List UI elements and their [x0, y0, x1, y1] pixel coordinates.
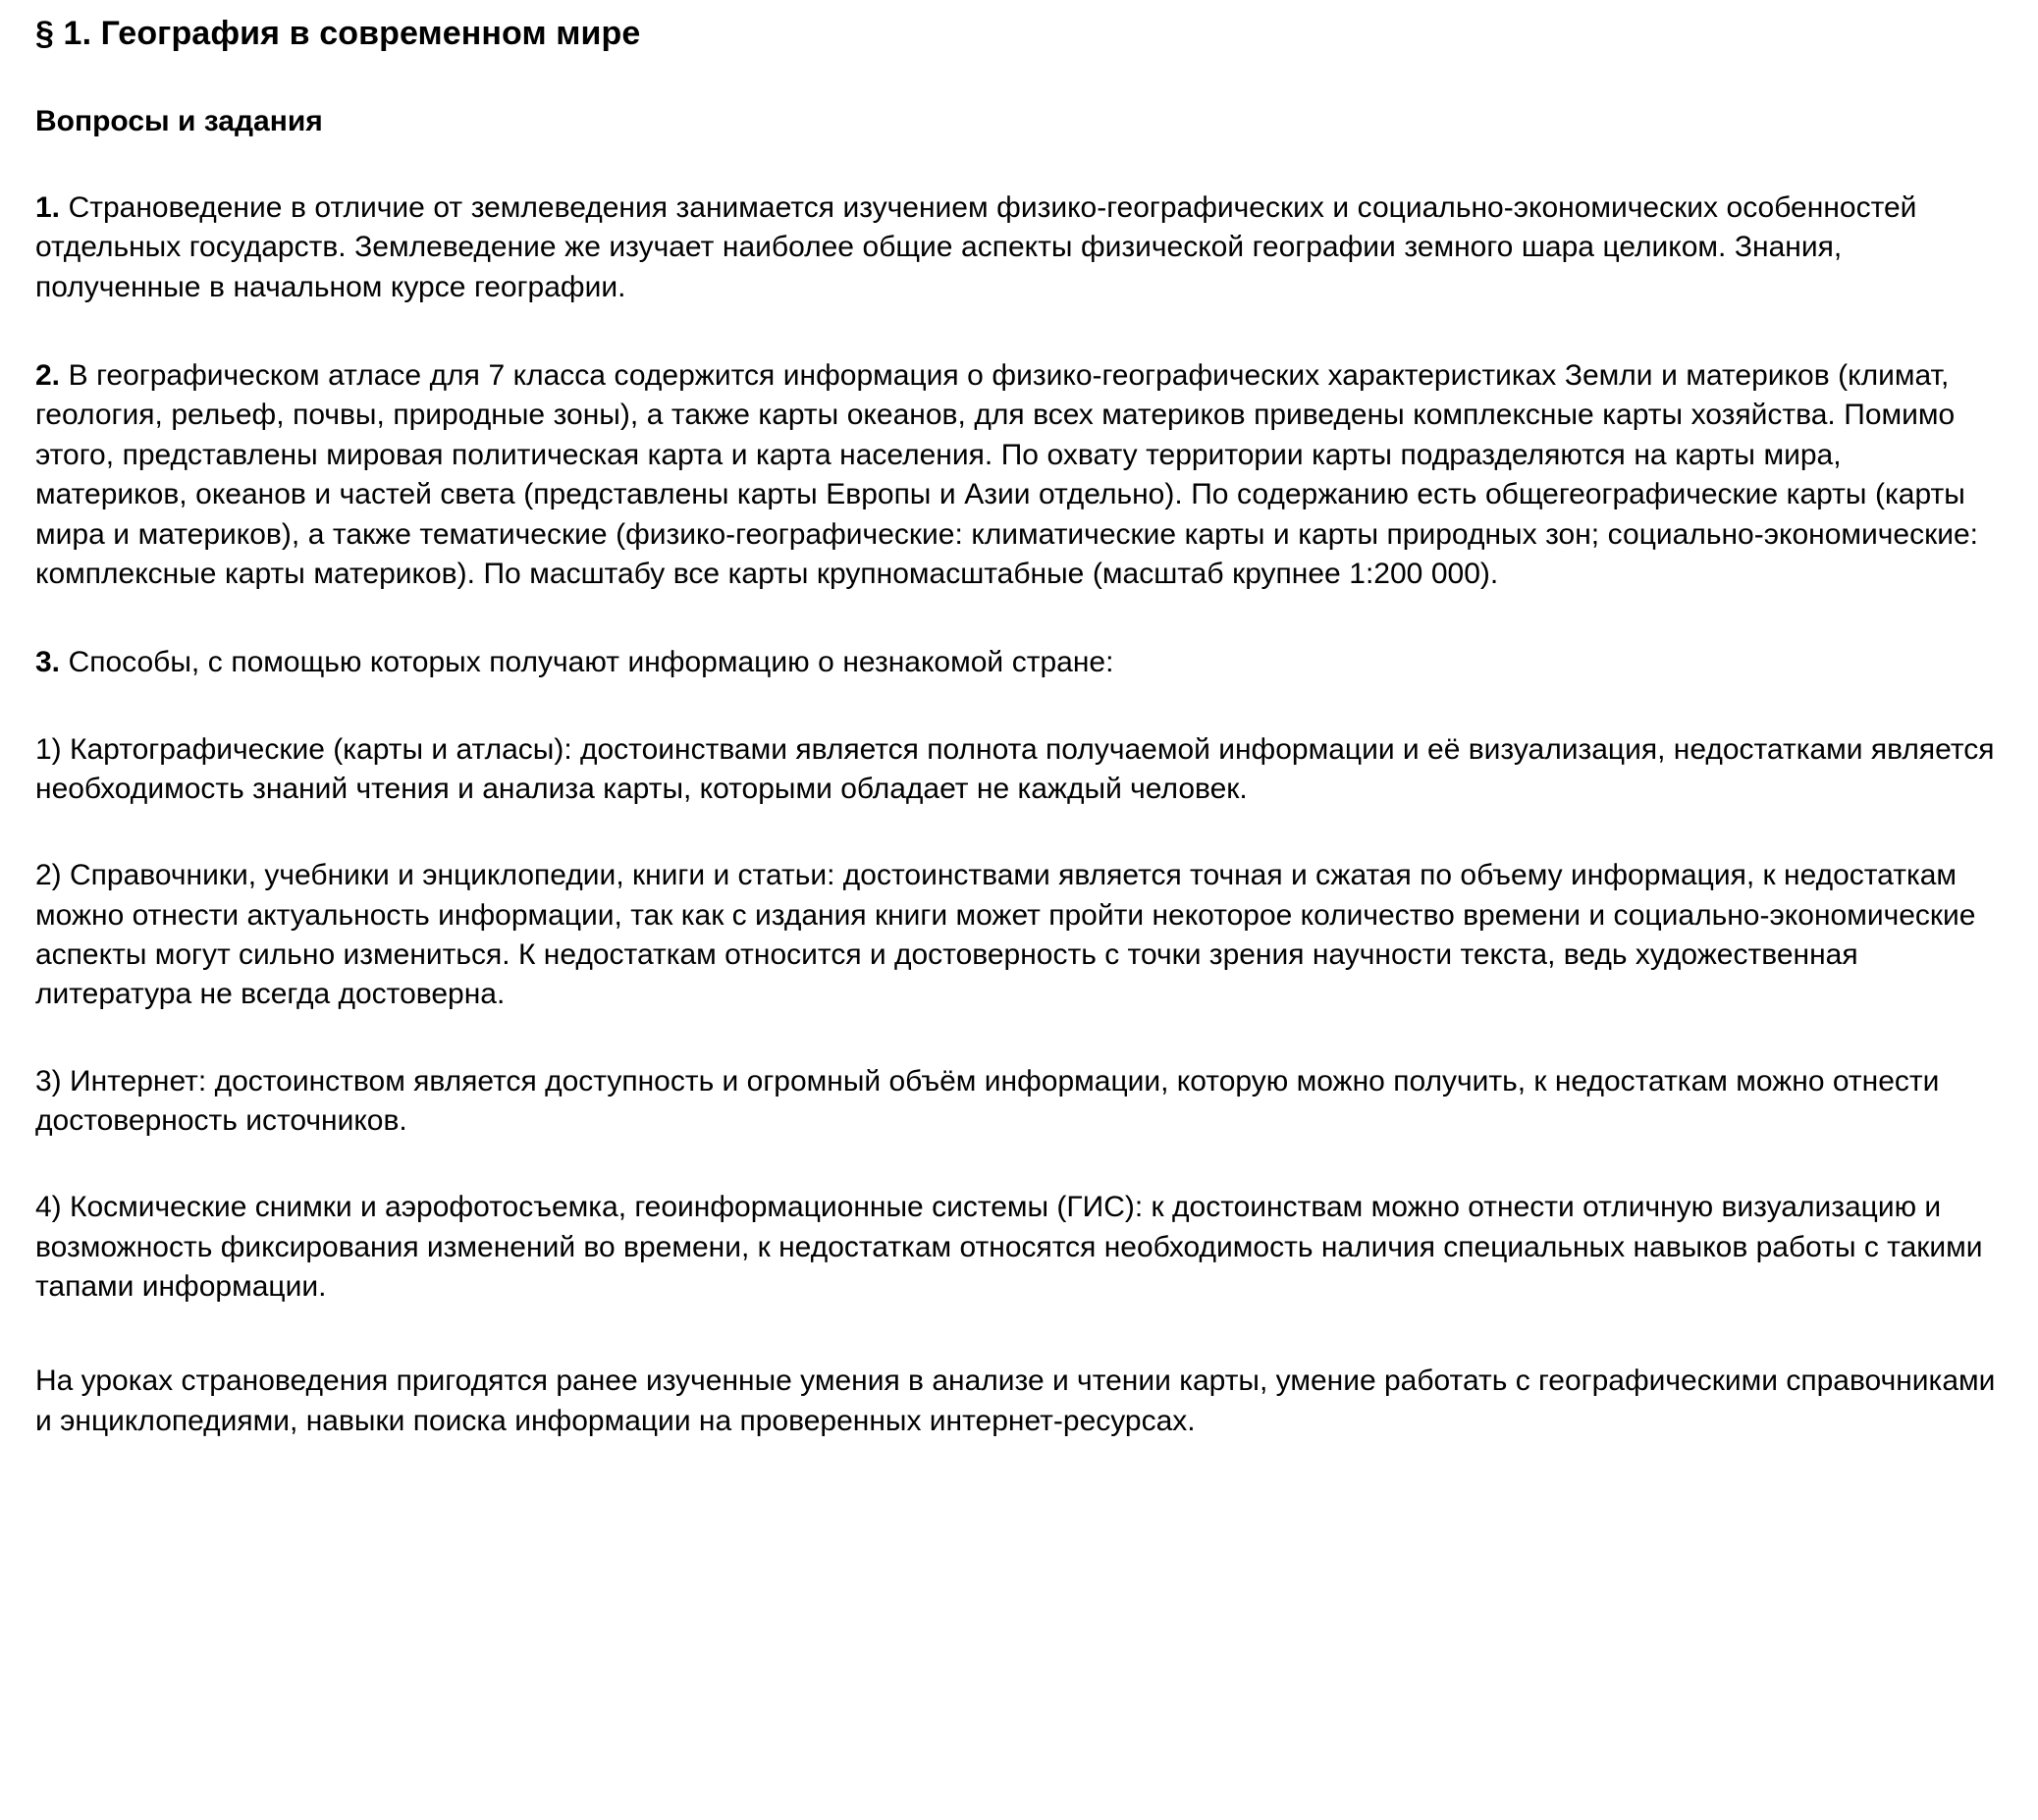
section-heading-questions: Вопросы и задания — [35, 105, 323, 138]
question-3 — [35, 643, 1999, 682]
question-1 — [35, 188, 1999, 307]
question-3-text: Способы, с помощью которых получают информацию о незнакомой стране: — [60, 646, 1114, 679]
list-item: 3) Интернет: достоинством является доступность и огромный объём информации, которую можно получить, к недостаткам можно отнести достоверность источников. — [35, 1064, 1940, 1137]
list-item: 1) Картографические (карты и атласы): достоинствами является полнота получаемой информации и её визуализация, недостатками является необходимость знаний чтения и анализа карты, которыми обладает не каждый человек. — [35, 732, 1995, 805]
closing-paragraph: На уроках страноведения пригодятся ранее изученные умения в анализе и чтении карты, умение работать с географическими справочниками и энциклопедиями, навыки поиска информации на проверенных интернет-ресурсах. — [35, 1365, 1996, 1437]
question-3-marker: 3. — [35, 646, 61, 679]
list-item: 4) Космические снимки и аэрофотосъемка, геоинформационные системы (ГИС): к достоинствам можно отнести отличную визуализацию и возможность фиксирования изменений во времени, к недостаткам относятся необходимость наличия специальных навыков работы с такими тапами информации. — [35, 1191, 1983, 1303]
question-1-marker: 1. — [35, 191, 61, 225]
page-title: § 1. География в современном мире — [35, 15, 641, 52]
question-2 — [35, 356, 1999, 594]
question-2-text: В географическом атласе для 7 класса содержится информация о физико-географических характеристиках Земли и материков (климат, геология, рельеф, почвы, природные зоны), а также карты океанов, для всех материков приведены комплексные карты хозяйства. Помимо этого, представлены мировая политическая карта и карта населения. По охвату территории карты подразделяются на карты мира, материков, океанов и частей света (представлены карты Европы и Азии отдельно). По содержанию есть общегеографические карты (карты мира и материков), а также тематические (физико-географические: климатические карты и карты природных зон; социально-экономические: комплексные карты материков). По масштабу все карты крупномасштабные (масштаб крупнее 1:200 000). — [35, 359, 1978, 590]
question-2-marker: 2. — [35, 359, 61, 393]
question-1-text: Страноведение в отличие от землеведения занимается изучением физико-географических и социально-экономических особенностей отдельных государств. Землеведение же изучает наиболее общие аспекты физической географии земного шара целиком. Знания, полученные в начальном курсе географии. — [35, 191, 1917, 303]
list-item: 2) Справочники, учебники и энциклопедии, книги и статьи: достоинствами является точная и сжатая по объему информация, к недостаткам можно отнести актуальность информации, так как с издания книги может пройти некоторое количество времени и социально-экономические аспекты могут сильно измениться. К недостаткам относится и достоверность с точки зрения научности текста, ведь художественная литература не всегда достоверна. — [35, 859, 1976, 1011]
